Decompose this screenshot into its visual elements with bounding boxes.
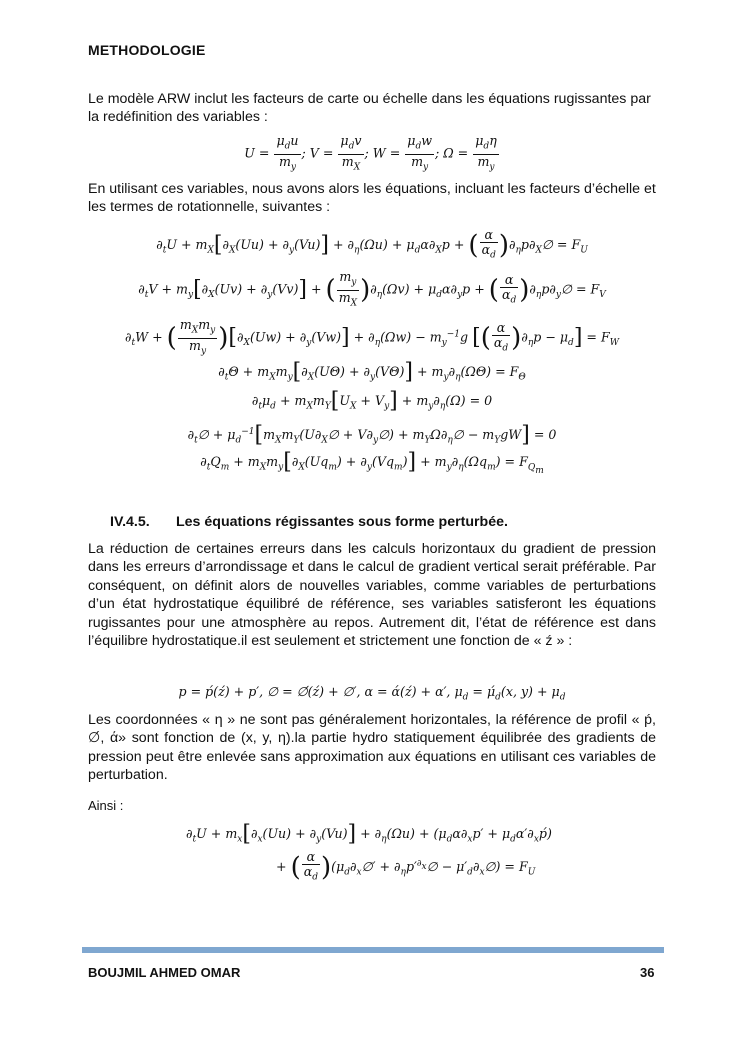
equation-u-momentum: $\partial_tU + m_X[\partial_X(Uu) + \partial_y(Vu)] + \partial_\eta(\Omega u) + \mu_d\alpha\partial_Xp$ + ( $\frac{\alpha}{\alpha_d}$ )$\partial_\eta p\partial_X\emptyset = F_U$ bbox=[156, 227, 588, 261]
equation-perturbed-u-line1: $\partial_tU + m_x[\partial_x(Uu) + \partial_y(Vu)] + \partial_\eta(\Omega u) + (\mu_d\alpha\partial_xp'$ + $\mu_d\alpha'\partial_xṕ$) bbox=[186, 821, 552, 847]
equation-w-momentum: $\partial_tW$ + ( $\frac{m_Xm_y}{m_y}$ )$[\partial_X(Uw) + \partial_y(Vw)] + \partial_\eta(\Omega w) - m_y^{-1}g$ [( $\frac{\alpha}{\alpha_d}$ )$\partial_\eta p - \mu_d] = F_W$ bbox=[125, 317, 619, 357]
equation-perturbed-u-line2: + ( $\frac{\alpha}{\alpha_d}$ )($\mu_d\partial_x\emptyset'$ + $\partial_\eta p'^{\partial_x}\emptyset$ − $\mu'_d\partial_x\emptyset) = F_U$ bbox=[276, 849, 536, 883]
equation-perturbation: p = ṕ(ź) + p′, ∅ = ∅́(ź) + ∅′, α = ά(ź) + α′, $\mu_d$ = $\mú_d(x$, $y) + \mu_d$ bbox=[178, 684, 566, 703]
section-heading bbox=[110, 514, 508, 530]
ainsi-text: Ainsi : bbox=[88, 798, 124, 813]
intro-paragraph-2: En utilisant ces variables, nous avons alors les équations, incluant les facteurs d’échelle et les termes de rotationnelle, suivantes : bbox=[88, 181, 656, 216]
section-paragraph-2: Les coordonnées « η » ne sont pas généralement horizontales, la référence de profil « ṕ, ∅́, ά» sont fonction de (x, y, η).la partie hydro statiquement équilibrée des gradients de pression peut être enlevée sans approximation aux équations en utilisant ces variables de perturbation. bbox=[88, 712, 656, 784]
equation-mass: $\partial_t\mu_d + m_Xm_Y[U_X + V_y] + m_y\partial_\eta(\Omega) = 0$ bbox=[251, 388, 493, 414]
equation-theta: $\partial_t\Theta + m_Xm_y[\partial_X(U\Theta) + \partial_y(V\Theta)] + m_y\partial_\eta(\Omega\Theta) = F_\Theta$ bbox=[218, 359, 526, 385]
page-header: METHODOLOGIE bbox=[88, 42, 206, 58]
equation-variables: U = $\frac{\mu_du}{m_y}$ ; V = $\frac{\mu_dv}{m_X}$ ; W = $\frac{\mu_dw}{m_y}$ ; Ω = $\frac{\mu_d\eta}{m_y}$ bbox=[244, 133, 497, 173]
equation-moisture: $\partial_tQ_m + m_Xm_y[\partial_X(Uq_m) + \partial_y(Vq_m)] + m_y\partial_\eta(\Omega q_m) = F_{Q_m}$ bbox=[200, 449, 544, 476]
footer-divider bbox=[82, 947, 664, 953]
section-paragraph-1: La réduction de certaines erreurs dans les calculs horizontaux du gradient de pression dans les erreurs d’arrondissage et dans le calcul de gradient vertical serait préférable. Par conséquent, on définit alors de nouvelles variables, comme variables de perturbations d’un état hydrostatique équilibré de référence, ses variables satisferont les équations rugissantes pour une atmosphère au repos. Autrement dit, l’état de référence est dans l’équilibre hydrostatique.il est seulement et strictement une fonction de « ź » : bbox=[88, 541, 656, 650]
section-title: Les équations régissantes sous forme perturbée. bbox=[176, 514, 508, 530]
footer-author: BOUJMIL AHMED OMAR bbox=[88, 965, 241, 980]
section-number: IV.4.5. bbox=[110, 514, 150, 530]
equation-geopotential: $\partial_t\emptyset$ + $\mu_d^{-1}[m_Xm_Y(U\partial_X\emptyset$ + $V\partial_y\emptyset$) + $m_Y\Omega\partial_\eta\emptyset - m_YgW] = 0$ bbox=[187, 422, 557, 448]
equation-v-momentum: $\partial_tV + m_y[\partial_X(Uv) + \partial_y(Vv)]$ + ( $\frac{m_y}{m_X}$ )$\partial_\eta(\Omega v) + \mu_d\alpha\partial_yp$ + ( $\frac{\alpha}{\alpha_d}$ )$\partial_\eta p\partial_y\emptyset = F_V$ bbox=[138, 269, 606, 309]
page-number: 36 bbox=[640, 965, 655, 980]
intro-paragraph-1: Le modèle ARW inclut les facteurs de carte ou échelle dans les équations rugissantes par la redéfinition des variables : bbox=[88, 91, 651, 126]
